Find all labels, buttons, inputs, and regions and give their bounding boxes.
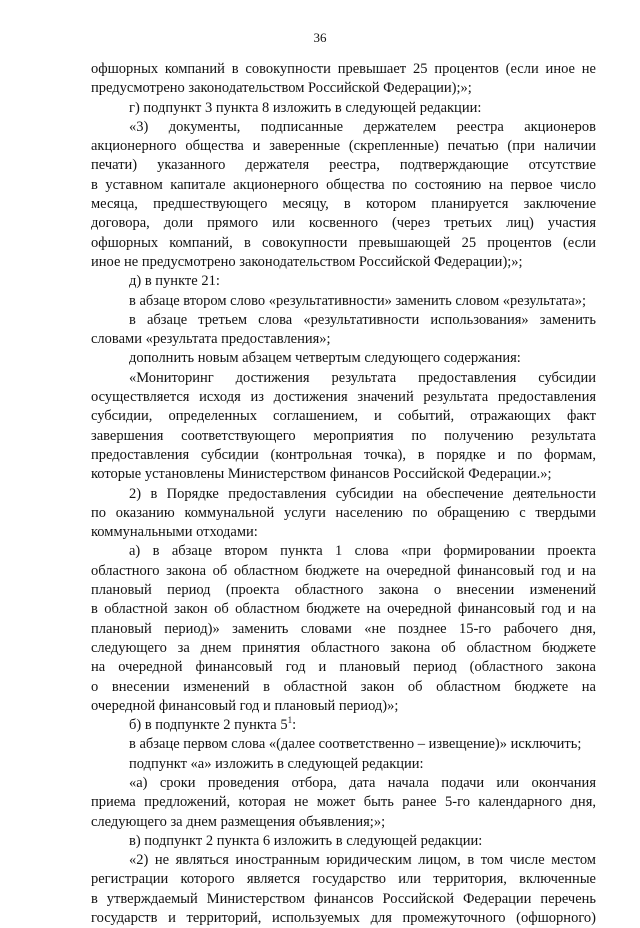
text-line-content: по оказанию коммунальной услуги населению по обращению с твердыми bbox=[91, 504, 596, 521]
text-line bbox=[91, 581, 596, 600]
text-line-content: приема предложений, которая не может быть ранее 5-го календарного дня, bbox=[91, 794, 596, 811]
text-line-content: «а) сроки проведения отбора, дата начала подачи или окончания bbox=[129, 774, 596, 791]
text-line bbox=[91, 137, 596, 156]
text-line-content: плановый период (проекта областного закона о внесении изменений bbox=[91, 582, 596, 599]
text-line-content: печати) указанного держателя реестра, подтверждающие отсутствие bbox=[91, 157, 596, 174]
text-line-content: областного закона об областном бюджете на очередной финансовый год и на bbox=[91, 562, 596, 579]
text-line bbox=[91, 870, 596, 889]
text-line bbox=[91, 407, 596, 426]
text-line bbox=[91, 311, 596, 330]
text-line-content: подпункт «а» изложить в следующей редакции: bbox=[129, 755, 424, 772]
text-line bbox=[91, 369, 596, 388]
text-line bbox=[91, 851, 596, 870]
text-line-content: регистрации которого является государство или территория, включенные bbox=[91, 871, 596, 888]
text-line-content: в) подпункт 2 пункта 6 изложить в следующей редакции: bbox=[129, 832, 483, 849]
text-line-content: на очередной финансовый год и плановый период (областного закона bbox=[91, 659, 596, 676]
text-line bbox=[91, 292, 596, 311]
text-line-content: «Мониторинг достижения результата предоставления субсидии bbox=[129, 369, 596, 386]
text-line bbox=[91, 890, 596, 909]
text-line-content: месяца, предшествующего месяцу, в котором планируется заключение bbox=[91, 196, 596, 213]
text-line bbox=[91, 60, 596, 79]
text-line bbox=[91, 195, 596, 214]
text-line bbox=[91, 716, 596, 735]
text-line-content: в уставном капитале акционерного общества по состоянию на первое число bbox=[91, 176, 596, 193]
text-line-suffix: : bbox=[292, 717, 297, 734]
text-line bbox=[91, 176, 596, 195]
text-line bbox=[91, 485, 596, 504]
text-line bbox=[91, 774, 596, 793]
text-line bbox=[91, 755, 596, 774]
text-line-content: в абзаце третьем слова «результативности использования» заменить bbox=[129, 311, 596, 328]
text-line-content: коммунальными отходами: bbox=[91, 524, 258, 541]
text-line bbox=[91, 909, 596, 928]
text-line-content: плановый период)» заменить словами «не позднее 15-го рабочего дня, bbox=[91, 620, 596, 637]
text-line-content: завершения соответствующего мероприятия по получению результата bbox=[91, 427, 596, 444]
text-line-content: договора, доли прямого или косвенного (через третьих лиц) участия bbox=[91, 215, 596, 232]
text-line-content: г) подпункт 3 пункта 8 изложить в следующей редакции: bbox=[129, 99, 482, 116]
text-line bbox=[91, 542, 596, 561]
text-line bbox=[91, 214, 596, 233]
superscript: 1 bbox=[287, 716, 293, 726]
document-body bbox=[91, 60, 596, 928]
text-line-content: «3) документы, подписанные держателем реестра акционеров bbox=[129, 118, 596, 135]
text-line-content: государств и территорий, используемых для промежуточного (офшорного) bbox=[91, 910, 596, 927]
text-line bbox=[91, 735, 596, 754]
text-line-content: субсидии, определенных соглашением, и событий, отражающих факт bbox=[91, 408, 596, 425]
text-line-content: иное не предусмотрено законодательством Российской Федерации);»; bbox=[91, 253, 523, 270]
text-line-content: следующего за днем принятия областного закона об областном бюджете bbox=[91, 639, 596, 656]
text-line bbox=[91, 562, 596, 581]
text-line bbox=[91, 349, 596, 368]
text-line-content: в абзаце втором слово «результативности» заменить словом «результата»; bbox=[129, 292, 587, 309]
text-line-content: осуществляется исходя из достижения значений результата предоставления bbox=[91, 389, 596, 406]
text-line bbox=[91, 446, 596, 465]
text-line bbox=[91, 600, 596, 619]
text-line bbox=[91, 427, 596, 446]
text-line-content: о внесении изменений в областной закон об областном бюджете на bbox=[91, 678, 596, 695]
text-line-content: очередной финансовый год и плановый период)»; bbox=[91, 697, 399, 714]
text-line-content: предусмотрено законодательством Российской Федерации);»; bbox=[91, 80, 472, 97]
text-line bbox=[91, 678, 596, 697]
text-line-content: 2) в Порядке предоставления субсидии на обеспечение деятельности bbox=[129, 485, 596, 502]
text-line bbox=[91, 639, 596, 658]
text-line-content: «2) не являться иностранным юридическим лицом, в том числе местом bbox=[129, 852, 596, 869]
text-line bbox=[91, 697, 596, 716]
text-line bbox=[91, 523, 596, 542]
text-line bbox=[91, 388, 596, 407]
text-line-content: предоставления субсидии (контрольная точка), в порядке и по формам, bbox=[91, 446, 596, 463]
text-line-content: словами «результата предоставления»; bbox=[91, 331, 331, 348]
text-line bbox=[91, 620, 596, 639]
text-line-content: акционерного общества и заверенные (скрепленные) печатью (при наличии bbox=[91, 138, 596, 155]
text-line bbox=[91, 504, 596, 523]
text-line bbox=[91, 234, 596, 253]
text-line bbox=[91, 813, 596, 832]
text-line bbox=[91, 253, 596, 272]
text-line bbox=[91, 465, 596, 484]
text-line-content: в областной закон об областном бюджете на очередной финансовый год и на bbox=[91, 601, 596, 618]
text-line-content: офшорных компаний, в совокупности превышающей 25 процентов (если bbox=[91, 234, 596, 251]
text-line-content: дополнить новым абзацем четвертым следующего содержания: bbox=[129, 350, 521, 367]
text-line-content: д) в пункте 21: bbox=[129, 273, 220, 290]
text-line bbox=[91, 272, 596, 291]
text-line bbox=[91, 330, 596, 349]
text-line bbox=[91, 79, 596, 98]
text-line bbox=[91, 793, 596, 812]
text-line-content: которые установлены Министерством финансов Российской Федерации.»; bbox=[91, 466, 552, 483]
text-line-content: в утверждаемый Министерством финансов Российской Федерации перечень bbox=[91, 890, 596, 907]
text-line-content: в абзаце первом слова «(далее соответственно – извещение)» исключить; bbox=[129, 736, 582, 753]
page-number: 36 bbox=[313, 30, 327, 45]
text-line-content: офшорных компаний в совокупности превышает 25 процентов (если иное не bbox=[91, 61, 596, 77]
text-line-content: б) в подпункте 2 пункта 5 bbox=[129, 717, 288, 734]
text-line-content: а) в абзаце втором пункта 1 слова «при формировании проекта bbox=[129, 543, 596, 560]
text-line bbox=[91, 832, 596, 851]
text-line bbox=[91, 99, 596, 118]
text-line bbox=[91, 156, 596, 175]
text-line-content: следующего за днем размещения объявления;»; bbox=[91, 813, 386, 830]
text-line bbox=[91, 658, 596, 677]
text-line bbox=[91, 118, 596, 137]
